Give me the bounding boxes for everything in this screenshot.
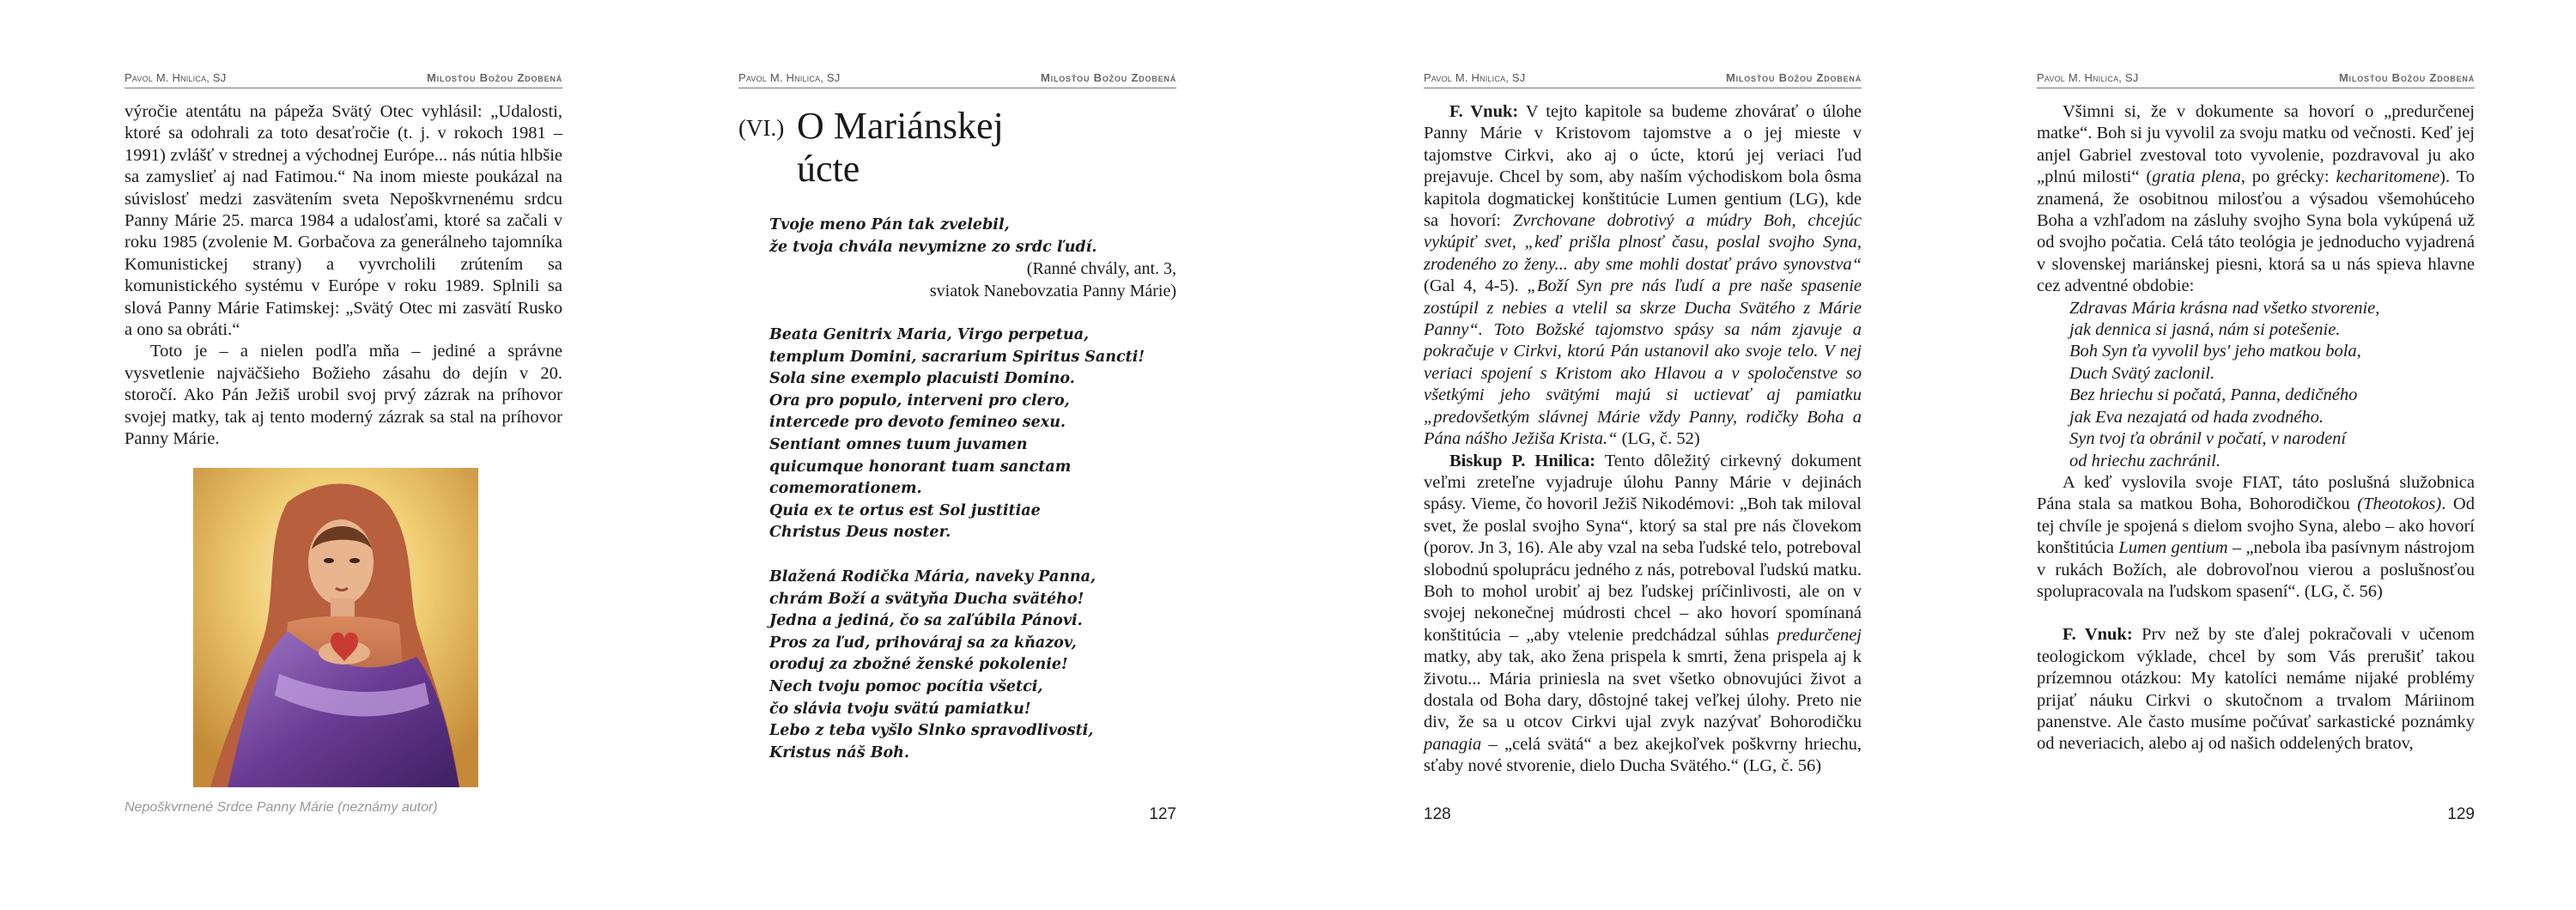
chapter-title-line1: O Mariánskej xyxy=(797,105,1004,147)
italic-run: kecharitomene xyxy=(2336,167,2440,187)
paragraph: výročie atentátu na pápeža Svätý Otec vyhlásil: „Udalosti, ktoré sa odohrali za toto desaťročie (t. j. v rokoch 1981 – 1991) zvlášť v strednej a východnej Európe... nás nútia hlbšie sa zamyslieť aj nad Fatimou.“ Na inom mieste poukázal na súvislosť medzi zasvätením sveta Nepoškvrnenému srdcu Panny Márie 25. marca 1984 a udalosťami, ktoré sa začali v roku 1985 (zvolenie M. Gorbačova za generálneho tajomníka Komunistickej strany) a vyvrcholili zrútením sa komunistického systému v Európe v roku 1989. Splnili sa slová Panny Márie Fatimskej: „Svätý Otec mi zasvätí Rusko a ono sa obráti.“ xyxy=(125,102,562,340)
song-line: od hriechu zachránil. xyxy=(2069,451,2221,470)
paragraph: Toto je – a nielen podľa mňa – jediné a správne vysvetlenie najväčšieho Božieho zásahu do dejín v 20. storočí. Ako Pán Ježiš urobil svoj prvý zázrak na príhovor svojej matky, tak aj tento moderný zázrak sa stal na príhovor Panny Márie. xyxy=(125,342,562,449)
italic-run: Lumen gentium xyxy=(2118,538,2228,558)
epigraph-source xyxy=(930,258,1176,302)
paragraph xyxy=(2037,101,2475,298)
verse-line: oroduj za zbožné ženské pokolenie! xyxy=(769,656,1068,674)
verse-line: Jedna a jediná, čo sa zaľúbila Pánovi. xyxy=(769,612,1083,630)
verse-line: Lebo z teba vyšlo Slnko spravodlivosti, xyxy=(769,722,1094,740)
verse-line: Christus Deus noster. xyxy=(769,524,951,542)
running-header xyxy=(2037,70,2475,88)
text-run: (Gal 4, 4-5). xyxy=(1424,276,1528,296)
header-author: Pavol M. Hnilica, SJ xyxy=(125,71,227,84)
epigraph xyxy=(769,215,1176,258)
verse-line: Blažená Rodička Mária, naveky Panna, xyxy=(769,568,1097,585)
slovak-prayer xyxy=(769,567,1176,764)
text-run: Prv než by ste ďalej pokračovali v učenom teologickom výklade, chcel by som Vás prerušiť takou prízemnou otázkou: My katolíci nemáme nijaké problémy prijať náuku Cirkvi o skutočnom a trvalom Máriinom panenstve. Ale často musíme počúvať sarkastické poznámky od neveriacich, alebo aj od našich oddelených bratov, xyxy=(2037,625,2475,754)
body-text xyxy=(1424,101,1862,778)
text-run: Tento dôležitý cirkevný dokument veľmi zreteľne vyjadruje úlohu Panny Márie v dejinách spásy. Vieme, čo hovoril Ježiš Nikodémovi: „Boh tak miloval svet, že poslal svojho Syna“, ktorý sa stal pre nás človekom (porov. Jn 3, 16). Ale aby vzal na seba ľudské telo, potreboval slobodnú spoluprácu jedného z nás, potreboval ľudskú matku. Boh to mohol urobiť aj bez ľudskej príčinlivosti, ale on v svojej nekonečnej múdrosti chcel – ako hovorí spomínaná konštitúcia – „aby vtelenie predchádzal súhlas xyxy=(1424,451,1862,645)
italic-run: panagia xyxy=(1424,734,1482,754)
italic-run: gratia plena xyxy=(2152,167,2241,187)
image-caption: Nepoškvrnené Srdce Panny Márie (neznámy autor) xyxy=(125,800,438,815)
page-left-1 xyxy=(125,0,562,910)
text-run: . Od tej chvíle je spojená s dielom svojho Syna, alebo – ako hovorí konštitúcia xyxy=(2037,494,2475,558)
speaker-label: F. Vnuk: xyxy=(2063,625,2133,645)
verse-line: chrám Boží a svätyňa Ducha svätého! xyxy=(769,590,1084,608)
text-run: ). To znamená, že osobitnou milosťou a výsadou všemohúceho Boha a vzhľadom na zásluhy svojho Syna bola vykúpená už od svojho počatia. Celá táto teológia je jednoducho vyjadrená v slovenskej mariánskej piesni, ktorá sa u nás spieva hlavne cez adventné obdobie: xyxy=(2037,167,2475,296)
verse-line: Sentiant omnes tuum juvamen xyxy=(769,435,1028,453)
header-book-title: Milosťou Božou Zdobená xyxy=(1041,71,1176,84)
epigraph-line: že tvoja chvála nevymizne zo srdc ľudí. xyxy=(769,238,1097,256)
verse-line: Pros za ľud, prihováraj sa za kňazov, xyxy=(769,634,1077,652)
header-book-title: Milosťou Božou Zdobená xyxy=(2339,71,2475,84)
chapter-number: (VI.) xyxy=(738,115,785,141)
song-line: Boh Syn ťa vyvolil bys' jeho matkou bola, xyxy=(2069,342,2361,361)
song-verses xyxy=(2037,298,2475,472)
verse-line: Kristus náš Boh. xyxy=(769,743,909,761)
chapter-title-line2: úcte xyxy=(797,148,860,190)
running-header xyxy=(1424,70,1862,88)
running-header xyxy=(738,70,1176,88)
header-author: Pavol M. Hnilica, SJ xyxy=(738,71,841,84)
paragraph xyxy=(1424,451,1862,778)
verse-line: čo slávia tvoju svätú pamiatku! xyxy=(769,700,1031,718)
verse-line: Nech tvoju pomoc pocítia všetci, xyxy=(769,677,1043,695)
song-line: Bez hriechu si počatá, Panna, dedičného xyxy=(2069,385,2358,405)
verse-line: Quia ex te ortus est Sol justitiae xyxy=(769,501,1041,519)
epigraph-source-line: sviatok Nanebovzatia Panny Márie) xyxy=(929,281,1176,300)
epigraph-line: Tvoje meno Pán tak zvelebil, xyxy=(769,216,1010,234)
song-line: Syn tvoj ťa obránil v počatí, v narodení xyxy=(2069,429,2347,449)
paragraph xyxy=(2037,472,2475,603)
text-run: V tejto kapitole sa budeme zhovárať o úlohe Panny Márie v Kristovom tajomstve a o jej mieste v tajomstve Cirkvi, ako aj o úcte, ktorú jej veriaci ľud prejavuje. Chcel by som, aby naším východiskom bola ôsma kapitola dogmatickej konštitúcie Lumen gentium (LG), kde sa hovorí: xyxy=(1424,102,1862,231)
running-header xyxy=(125,70,562,88)
page-number: 127 xyxy=(1149,805,1176,823)
latin-prayer xyxy=(769,325,1176,544)
paragraph xyxy=(1424,101,1862,451)
speaker-label: Biskup P. Hnilica: xyxy=(1449,451,1596,470)
text-run: matky, aby tak, ako žena prispela k smrti, žena prispela aj k životu... Mária priniesla na svet všetko obnovujúci život a dostala od Boha dary, dôstojné takej veľkej úlohy. Preto nie div, že sa u otcov Cirkvi ujal zvyk nazývať Bohorodičku xyxy=(1424,647,1862,732)
italic-run: (Theotokos) xyxy=(2357,494,2442,514)
verse-line: comemorationem. xyxy=(769,480,922,498)
quote-run: „Boží Syn pre nás ľudí a pre naše spasenie zostúpil z nebies a vtelil sa skrze Ducha Svätého z Márie Panny“. Toto Božské tajomstvo spásy sa nám zjavuje a pokračuje v Cirkvi, ktorú Pán ustanovil ako svoje telo. V nej veriaci spojení s Kristom ako Hlavou a v spoločenstve so všetkými jeho svätými majú si uctievať aj pamiatku „predovšetkým slávnej Márie vždy Panny, rodičky Boha a Pána nášho Ježiša Krista.“ xyxy=(1424,276,1862,449)
paragraph-gap xyxy=(2037,603,2475,624)
text-run: Všimni si, že v dokumente sa hovorí o „predurčenej matke“. Boh si ju vyvolil za svoju matku od večnosti. Keď jej anjel Gabriel zvestoval toto vyvolenie, pozdravoval ju ako „plnú milosti“ ( xyxy=(2037,102,2475,187)
speaker-label: F. Vnuk: xyxy=(1449,102,1519,121)
page-129 xyxy=(2037,0,2475,910)
page-127 xyxy=(738,0,1176,910)
song-line: jak dennica si jasná, nám si potešenie. xyxy=(2069,320,2341,340)
page-128 xyxy=(1424,0,1862,910)
paragraph xyxy=(2037,624,2475,755)
header-author: Pavol M. Hnilica, SJ xyxy=(2037,71,2139,84)
text-run: – „celá svätá“ a bez akejkoľvek poškvrny hriechu, sťaby nové stvorenie, dielo Ducha Svätého.“ (LG, č. 56) xyxy=(1424,734,1862,776)
text-run: (LG, č. 52) xyxy=(1617,429,1700,449)
italic-run: predurčenej xyxy=(1777,625,1862,645)
song-line: Zdravas Mária krásna nad všetko stvorenie, xyxy=(2069,298,2380,318)
header-author: Pavol M. Hnilica, SJ xyxy=(1424,71,1526,84)
body-text xyxy=(125,101,562,451)
mary-painting-illustration xyxy=(193,468,478,787)
text-run: A keď vyslovila svoje FIAT, táto poslušná služobnica Pána stala sa matkou Boha, Bohorodičkou xyxy=(2037,472,2475,514)
verse-line: quicumque honorant tuam sanctam xyxy=(769,458,1072,476)
text-run: – „nebola iba pasívnym nástrojom v rukách Božích, ale dobrovoľnou vierou a poslušnosťou spolupracovala na ľudskom spasení“. (LG, č. 56) xyxy=(2037,538,2475,601)
song-line: Duch Svätý zaclonil. xyxy=(2069,363,2215,383)
verse-line: Beata Genitrix Maria, Virgo perpetua, xyxy=(769,326,1090,343)
mary-painting xyxy=(193,468,478,787)
page-number: 128 xyxy=(1424,805,1451,823)
verse-line: templum Domini, sacrarium Spiritus Sancti! xyxy=(769,348,1145,366)
quote-run: Zvrchovane dobrotivý a múdry Boh, chcejúc vykúpiť svet, „keď prišla plnosť času, poslal svojho Syna, zrodeného zo ženy... aby sme mohli dostať právo synovstva“ xyxy=(1424,211,1862,274)
song-line: jak Eva nezajatá od hada zvodného. xyxy=(2069,407,2324,427)
text-run: , po grécky: xyxy=(2240,167,2336,187)
body-text xyxy=(2037,101,2475,755)
verse-line: Ora pro populo, interveni pro clero, xyxy=(769,391,1070,410)
epigraph-source-line: (Ranné chvály, ant. 3, xyxy=(1026,259,1176,278)
verse-line: Sola sine exemplo placuisti Domino. xyxy=(769,370,1075,388)
verse-line: intercede pro devoto femineo sexu. xyxy=(769,414,1066,432)
page-number: 129 xyxy=(2447,805,2475,823)
header-book-title: Milosťou Božou Zdobená xyxy=(1726,71,1862,84)
header-book-title: Milosťou Božou Zdobená xyxy=(427,71,562,84)
